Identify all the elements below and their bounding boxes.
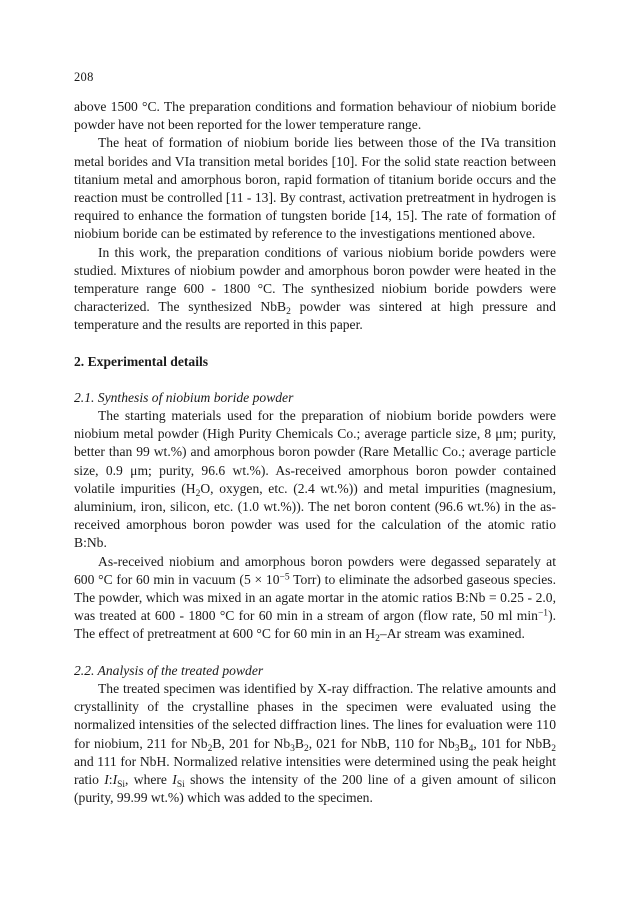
paragraph-xray-analysis: The treated specimen was identified by X-ray diffraction. The relative amounts and crystallinity of the crystalline phases in the specimen were evaluated using the normalized intensities of the selected diffraction lines. The lines for evaluation were 110 for niobium, 211 for $Nb_2B$, 201 for $Nb_3B_2$, 021 for NbB, 110 for $Nb_3B_4$, 101 for NbB$_2$ and 111 for NbH. Normalized relative intensities were determined using the peak height ratio $I:I_{Si}$, where $I_{Si}$ shows the intensity of the 200 line of a given amount of silicon (purity, 99.99 wt.%) which was added to the specimen. [74, 680, 557, 806]
paragraph-this-work: In this work, the preparation conditions of various niobium boride powders were studied. Mixtures of niobium powder and amorphous boron powder were heated in the temperature range 600 - 1800 °C. The synthesized niobium boride powders were characterized. The synthesized NbB$_2$ powder was sintered at high pressure and temperature and the results are reported in this paper. [74, 244, 556, 333]
section-heading-experimental: 2. Experimental details [74, 353, 209, 369]
paragraph-intro-continued: above 1500 °C. The preparation conditions and formation behaviour of niobium boride powder have not been reported for the lower temperature range. [74, 99, 556, 133]
paragraph-degassing: As-received niobium and amorphous boron powders were degassed separately at 600 °C for 60 min in vacuum ($5 \times 10^{-5}$ Torr) to eliminate the adsorbed gaseous species. The powder, which was mixed in an agate mortar in the atomic ratios B:Nb = 0.25 - 2.0, was treated at 600 - 1800 °C for 60 min in a stream of argon (flow rate, 50 ml $\min^{-1}$). The effect of pretreatment at 600 °C for 60 min in an $H_2-Ar$ stream was examined. [74, 553, 556, 645]
page-number: 208 [74, 70, 94, 84]
paragraph-heat-of-formation: The heat of formation of niobium boride lies between those of the IVa transition metal borides and VIa transition metal borides [10]. For the solid state reaction between titanium metal and amorphous boron, rapid formation of titanium boride occurs and the reaction must be controlled [11 - 13]. By contrast, activation pretreatment in hydrogen is required to enhance the formation of tungsten boride [14, 15]. The rate of formation of niobium boride can be estimated by reference to the investigations mentioned above. [74, 135, 556, 242]
subsection-heading-analysis: 2.2. Analysis of the treated powder [74, 662, 264, 678]
article-body [74, 98, 556, 807]
subsection-heading-synthesis: 2.1. Synthesis of niobium boride powder [74, 389, 294, 405]
paragraph-starting-materials: The starting materials used for the preparation of niobium boride powders were niobium metal powder (High Purity Chemicals Co.; average particle size, 8 μm; purity, better than 99 wt.%) and amorphous boron powder (Rare Metallic Co.; average particle size, 0.9 μm; purity, 96.6 wt.%). As-received amorphous boron powder contained volatile impurities ($H_2O$, oxygen, etc. (2.4 wt.%)) and metal impurities (magnesium, aluminium, iron, silicon, etc. (1.0 wt.%)). The net boron content (96.6 wt.%) in the as-received amorphous boron powder was used for the calculation of the atomic ratio B:Nb. [74, 408, 556, 551]
